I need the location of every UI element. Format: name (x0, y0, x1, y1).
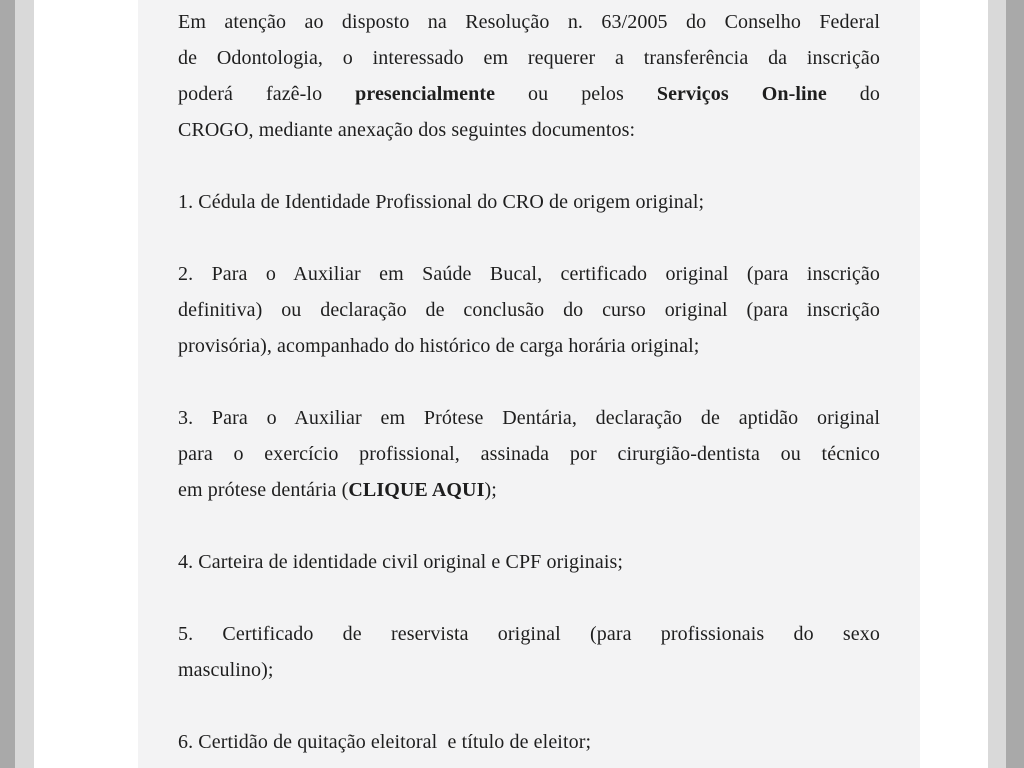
text-run: 1. Cédula de Identidade Profissional do CRO de origem original; (178, 191, 705, 213)
paragraph-item-2 (178, 256, 880, 364)
text-line (178, 184, 880, 220)
text-line (178, 76, 880, 112)
right-inner-margin (988, 0, 1006, 768)
text-run: CROGO, mediante anexação dos seguintes documentos: (178, 119, 636, 141)
text-run: masculino); (178, 659, 274, 681)
left-inner-margin (15, 0, 34, 768)
text-line (178, 40, 880, 76)
text-run: para o exercício profissional, assinada por cirurgião-dentista ou técnico (178, 443, 880, 465)
text-line (178, 292, 880, 328)
paragraph-item-5 (178, 616, 880, 688)
clique-aqui-link[interactable]: CLIQUE AQUI (348, 479, 485, 501)
document-body (178, 4, 880, 760)
text-line (178, 256, 880, 292)
right-page-gutter (920, 0, 988, 768)
text-run: Em atenção ao disposto na Resolução n. 63/2005 do Conselho Federal (178, 11, 880, 33)
text-run: 4. Carteira de identidade civil original e CPF originais; (178, 551, 624, 573)
paragraph-intro (178, 4, 880, 148)
right-outer-margin (1006, 0, 1024, 768)
text-line (178, 400, 880, 436)
text-run: de Odontologia, o interessado em requerer a transferência da inscrição (178, 47, 880, 69)
text-run: do (826, 83, 881, 105)
paragraph-item-4 (178, 544, 880, 580)
left-outer-margin (0, 0, 15, 768)
text-line (178, 328, 880, 364)
left-page-gutter (34, 0, 138, 768)
text-run: em prótese dentária ( (178, 479, 349, 501)
paragraph-item-3 (178, 400, 880, 508)
text-run: provisória), acompanhado do histórico de carga horária original; (178, 335, 700, 357)
text-run: 3. Para o Auxiliar em Prótese Dentária, declaração de aptidão original (178, 407, 880, 429)
text-run: 6. Certidão de quitação eleitoral e título de eleitor; (178, 731, 592, 753)
text-line (178, 724, 880, 760)
text-run: 5. Certificado de reservista original (para profissionais do sexo (178, 623, 880, 645)
text-line (178, 652, 880, 688)
text-run: 2. Para o Auxiliar em Saúde Bucal, certificado original (para inscrição (178, 263, 880, 285)
text-line (178, 436, 880, 472)
paragraph-item-6 (178, 724, 880, 760)
text-run: ou pelos (495, 83, 657, 105)
text-line (178, 472, 880, 508)
text-run: ); (484, 479, 497, 501)
servicos-online-bold: Serviços On-line (656, 83, 827, 105)
presencialmente-bold: presencialmente (355, 83, 496, 105)
text-line (178, 616, 880, 652)
text-line (178, 4, 880, 40)
text-line (178, 544, 880, 580)
document-content (138, 0, 920, 768)
text-line (178, 112, 880, 148)
text-run: poderá fazê-lo (178, 83, 356, 105)
paragraph-item-1 (178, 184, 880, 220)
text-run: definitiva) ou declaração de conclusão do curso original (para inscrição (178, 299, 880, 321)
